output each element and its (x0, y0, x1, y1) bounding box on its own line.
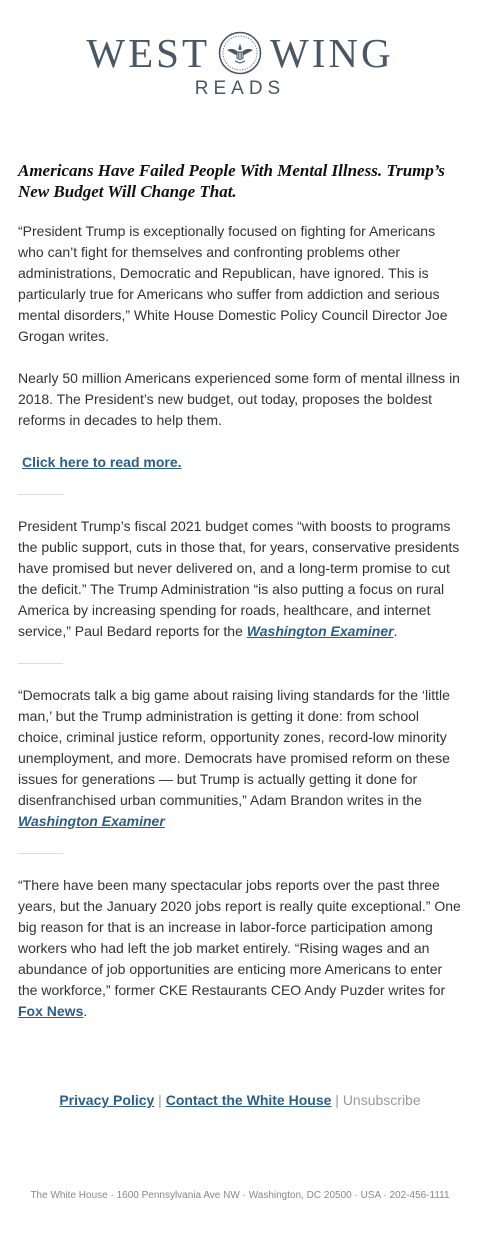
story1-cta-wrapper (18, 452, 462, 473)
story1-paragraph-1: “President Trump is exceptionally focused on fighting for Americans who can’t fight for themselves and confronting problems other administrations, Democratic and Republican, have ignored. This is particularly true for Americans who suffer from addiction and serious mental disorders,” White House Domestic Policy Council Director Joe Grogan writes. (18, 223, 448, 344)
masthead-word-west: WEST (86, 30, 210, 76)
fox-news-link[interactable]: Fox News (18, 1003, 84, 1019)
washington-examiner-link-1[interactable]: Washington Examiner (246, 623, 394, 639)
masthead-subtitle: READS (194, 78, 286, 99)
story2-text: President Trump’s fiscal 2021 budget comes “with boosts to programs the public support, cuts in those that, for years, conservative presidents have promised but never delivered on, and a long-term promise to cut the deficit.” The Trump Administration “is also putting a focus on rural America by increasing spending for roads, healthcare, and internet service,” Paul Bedard reports for the (18, 518, 460, 639)
story1-paragraph-2: Nearly 50 million Americans experienced some form of mental illness in 2018. The President’s new budget, out today, proposes the boldest reforms in decades to help them. (18, 370, 460, 428)
story2-after: . (393, 623, 398, 639)
footer-links (0, 1090, 480, 1110)
washington-examiner-link-2[interactable]: Washington Examiner (18, 813, 165, 829)
footer-separator: | (154, 1092, 166, 1108)
story4-text: “There have been many spectacular jobs reports over the past three years, but the January 2020 jobs report is really quite exceptional.” One big reason for that is an increase in labor-force participation among workers who had left the job market entirely. “Rising wages and an abundance of job opportunities are enticing more Americans to enter the workforce,” former CKE Restaurants CEO Andy Puzder writes for (18, 877, 461, 998)
story3-paragraph (18, 685, 462, 832)
divider (18, 853, 63, 854)
story2-paragraph (18, 516, 462, 642)
story3-text: “Democrats talk a big game about raising living standards for the ‘little man,’ but the Trump administration is getting it done: from school choice, criminal justice reform, opportunity zones, record-low minority unemployment, and more. Democrats have promised reform on these issues for generations — but Trump is actually getting it done for disenfranchised urban communities,” Adam Brandon writes in the (18, 687, 450, 808)
presidential-seal-icon (218, 31, 262, 75)
read-more-link[interactable]: Click here to read more. (22, 454, 182, 470)
story4-paragraph (18, 875, 462, 1022)
masthead-word-wing: WING (270, 30, 394, 76)
masthead-title (0, 28, 480, 78)
contact-white-house-link[interactable]: Contact the White House (165, 1092, 332, 1108)
privacy-policy-link[interactable]: Privacy Policy (59, 1092, 155, 1108)
newsletter-body (18, 160, 462, 1043)
story4-after: . (83, 1003, 88, 1019)
story-headline: Americans Have Failed People With Mental Illness. Trump’s New Budget Will Change That. (18, 161, 445, 201)
masthead (0, 28, 480, 100)
divider (18, 663, 63, 664)
footer-address: The White House · 1600 Pennsylvania Ave NW · Washington, DC 20500 · USA · 202-456-1111 (30, 1190, 450, 1201)
unsubscribe-link[interactable]: Unsubscribe (342, 1092, 421, 1108)
divider (18, 494, 63, 495)
footer-separator: | (331, 1092, 343, 1108)
